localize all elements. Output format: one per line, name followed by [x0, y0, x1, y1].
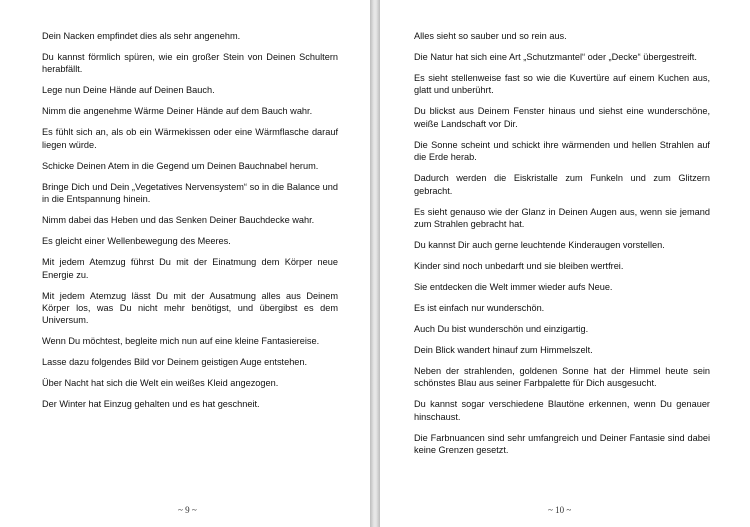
paragraph: Schicke Deinen Atem in die Gegend um Deinen Bauchnabel herum. — [42, 160, 319, 171]
paragraph: Nimm die angenehme Wärme Deiner Hände auf dem Bauch wahr. — [42, 106, 313, 117]
paragraph: Dein Nacken empfindet dies als sehr angenehm. — [42, 31, 241, 41]
paragraph: Es fühlt sich an, als ob ein Wärmekissen oder eine Wärmflasche darauf liegen würde. — [42, 127, 338, 150]
paragraph: Kinder sind noch unbedarft und sie bleiben wertfrei. — [414, 261, 624, 272]
paragraph: Es sieht genauso wie der Glanz in Deinen Augen aus, wenn sie jemand zum Strahlen gebracht hat. — [414, 206, 710, 230]
paragraph: Dein Blick wandert hinauf zum Himmelszelt. — [414, 345, 593, 356]
paragraph: Du kannst förmlich spüren, wie ein großer Stein von Deinen Schultern herabfällt. — [42, 52, 338, 75]
paragraph: Neben der strahlenden, goldenen Sonne hat der Himmel heute sein schönstes Blau aus seiner Farbpalette für Dich ausgesucht. — [414, 366, 710, 389]
paragraph: Du kannst sogar verschiedene Blautöne erkennen, wenn Du genauer hinschaust. — [414, 399, 710, 422]
paragraph: Es ist einfach nur wunderschön. — [414, 303, 545, 314]
paragraph: Nimm dabei das Heben und das Senken Deiner Bauchdecke wahr. — [42, 215, 315, 226]
paragraph: Die Sonne scheint und schickt ihre wärmenden und hellen Strahlen auf die Erde herab. — [414, 139, 710, 163]
paragraph: Alles sieht so sauber und so rein aus. — [414, 31, 567, 41]
paragraph: Die Natur hat sich eine Art „Schutzmantel“ oder „Decke“ übergestreift. — [414, 52, 697, 62]
paragraph: Es gleicht einer Wellenbewegung des Meeres. — [42, 236, 231, 247]
page-number-left: ~ 9 ~ — [178, 505, 197, 515]
left-page — [0, 0, 370, 527]
paragraph: Bringe Dich und Dein „Vegetatives Nervensystem“ so in die Balance und in die Entspannung hinein. — [42, 181, 338, 205]
paragraph: Auch Du bist wunderschön und einzigartig. — [414, 324, 589, 335]
paragraph: Die Farbnuancen sind sehr umfangreich und Deiner Fantasie sind dabei keine Grenzen gesetzt. — [414, 432, 710, 456]
paragraph: Über Nacht hat sich die Welt ein weißes Kleid angezogen. — [42, 378, 279, 389]
paragraph: Sie entdecken die Welt immer wieder aufs Neue. — [414, 282, 613, 293]
right-page — [380, 0, 750, 527]
paragraph: Mit jedem Atemzug führst Du mit der Einatmung dem Körper neue Energie zu. — [42, 257, 338, 280]
paragraph: Dadurch werden die Eiskristalle zum Funkeln und zum Glitzern gebracht. — [414, 173, 710, 196]
paragraph: Mit jedem Atemzug lässt Du mit der Ausatmung alles aus Deinem Körper los, was Du nicht mehr benötigst, und übergibst es dem Universum. — [42, 290, 338, 326]
paragraph: Es sieht stellenweise fast so wie die Kuvertüre auf einem Kuchen aus, glatt und unberührt. — [414, 73, 710, 96]
right-page-text — [414, 30, 710, 465]
paragraph: Du kannst Dir auch gerne leuchtende Kinderaugen vorstellen. — [414, 240, 665, 251]
paragraph: Der Winter hat Einzug gehalten und es hat geschneit. — [42, 399, 260, 410]
paragraph: Du blickst aus Deinem Fenster hinaus und siehst eine wunderschöne, weiße Landschaft vor Dir. — [414, 106, 710, 129]
left-page-text — [42, 30, 338, 419]
paragraph: Lasse dazu folgendes Bild vor Deinem geistigen Auge entstehen. — [42, 357, 308, 368]
page-number-right: ~ 10 ~ — [548, 505, 572, 515]
page-gutter — [370, 0, 380, 527]
paragraph: Lege nun Deine Hände auf Deinen Bauch. — [42, 85, 215, 96]
paragraph: Wenn Du möchtest, begleite mich nun auf eine kleine Fantasiereise. — [42, 336, 320, 347]
